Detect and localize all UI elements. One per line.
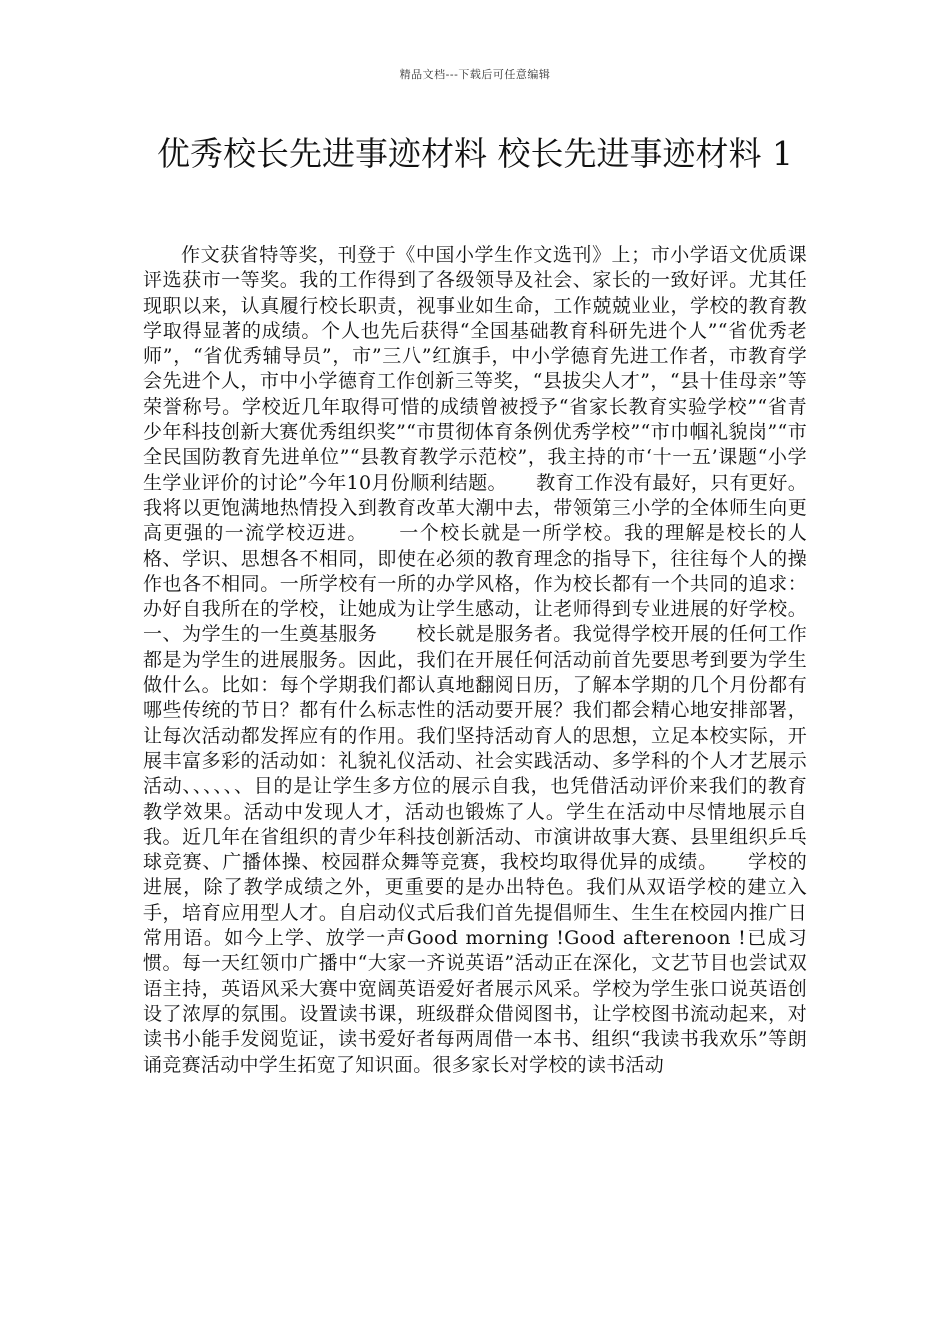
document-body-paragraph: 作文获省特等奖，刊登于《中国小学生作文选刊》上；市小学语文优质课评选获市一等奖。我的工作得到了各级领导及社会、家长的一致好评。尤其任现职以来，认真履行校长职责，视事业如生命，工作兢兢业业，学校的教育教学取得显著的成绩。个人也先后获得“全国基础教育科研先进个人”“省优秀老师”，“省优秀辅导员”，市”三八”红旗手，中小学德育先进工作者，市教育学会先进个人，市中小学德育工作创新三等奖，“县拔尖人才”，“县十佳母亲”等荣誉称号。学校近几年取得可惜的成绩曾被授予“省家长教育实验学校”“省青少年科技创新大赛优秀组织奖”“市贯彻体育条例优秀学校”“市巾帼礼貌岗”“市全民国防教育先进单位”“县教育教学示范校”，我主持的市‘十一五’课题“小学生学业评价的讨论”今年10月份顺利结题。 教育工作没有最好，只有更好。我将以更饱满地热情投入到教育改革大潮中去，带领第三小学的全体师生向更高更强的一流学校迈进。 一个校长就是一所学校。我的理解是校长的人格、学识、思想各不相同，即使在必须的教育理念的指导下，往往每个人的操作也各不相同。一所学校有一所的办学风格，作为校长都有一个共同的追求：办好自我所在的学校，让她成为让学生感动，让老师得到专业进展的好学校。一、为学生的一生奠基服务 校长就是服务者。我觉得学校开展的任何工作都是为学生的进展服务。因此，我们在开展任何活动前首先要思考到要为学生做什么。比如：每个学期我们都认真地翻阅日历，了解本学期的几个月份都有哪些传统的节日？都有什么标志性的活动要开展？我们都会精心地安排部署，让每次活动都发挥应有的作用。我们坚持活动育人的思想，立足本校实际，开展丰富多彩的活动如：礼貌礼仪活动、社会实践活动、多学科的个人才艺展示活动、、、、、、目的是让学生多方位的展示自我，也凭借活动评价来我们的教育教学效果。活动中发现人才，活动也锻炼了人。学生在活动中尽情地展示自我。近几年在省组织的青少年科技创新活动、市演讲故事大赛、县里组织乒乓球竞赛、广播体操、校园群众舞等竞赛，我校均取得优异的成绩。 学校的进展，除了教学成绩之外，更重要的是办出特色。我们从双语学校的建立入手，培育应用型人才。自启动仪式后我们首先提倡师生、生生在校园内推广日常用语。如今上学、放学一声Good morning !Good afterenoon !已成习惯。每一天红领巾广播中“大家一齐说英语”活动正在深化，文艺节目也尝试双语主持，英语风采大赛中宽阔英语爱好者展示风采。学校为学生张口说英语创设了浓厚的氛围。设置读书课，班级群众借阅图书，让学校图书流动起来，对读书小能手发阅览证，读书爱好者每两周借一本书、组织“我读书我欢乐”等朗诵竞赛活动中学生拓宽了知识面。很多家长对学校的读书活动	[143, 244, 807, 1076]
page-header-note: 精品文档---下载后可任意编辑	[399, 68, 551, 81]
document-title: 优秀校长先进事迹材料 校长先进事迹材料 1	[157, 134, 793, 173]
